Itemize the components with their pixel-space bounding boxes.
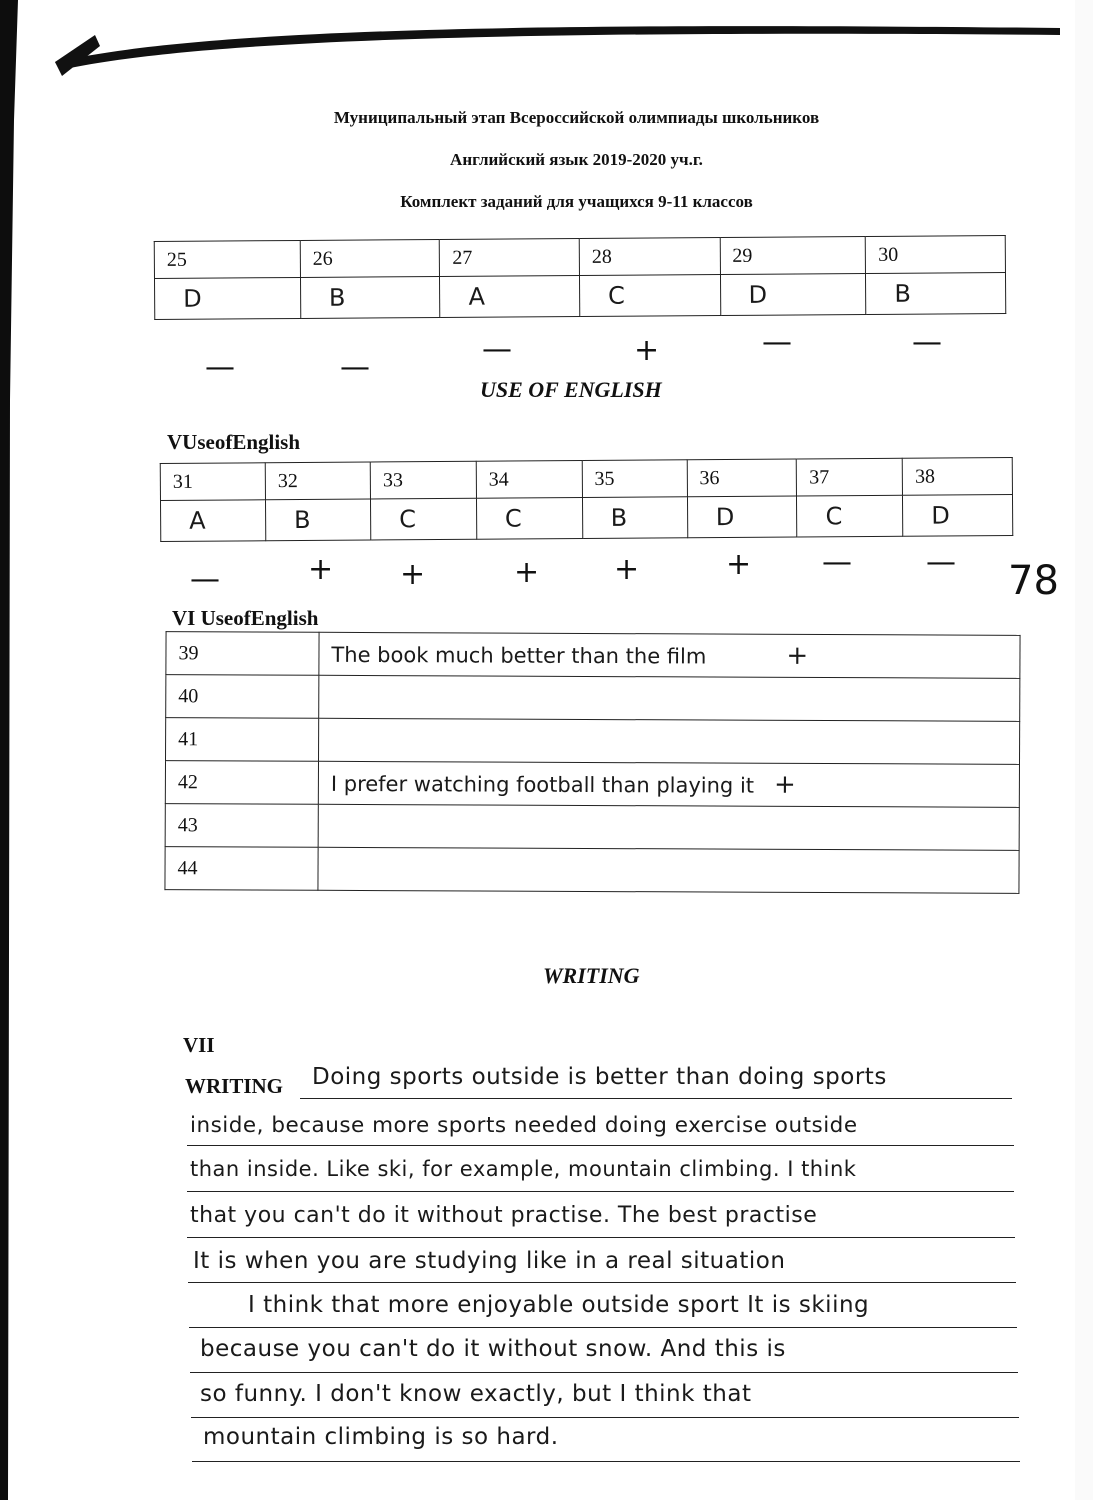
table-row [165, 804, 1019, 851]
writing-line [190, 1372, 1018, 1373]
answer-cell [318, 847, 1019, 893]
question-number: 38 [902, 458, 1012, 496]
writing-line [189, 1327, 1017, 1328]
grading-mark: — [912, 325, 942, 360]
section-label-v: VUseofEnglish [167, 430, 301, 454]
grading-mark: — [926, 545, 956, 580]
answer-cell: A [160, 500, 265, 542]
question-number: 28 [579, 238, 720, 276]
answer-cell [319, 718, 1020, 764]
answer-cell [318, 804, 1019, 850]
grading-mark: — [482, 332, 512, 367]
answer-cell: B [582, 497, 687, 539]
grading-mark: — [205, 350, 235, 385]
answer-cell: B [300, 276, 440, 318]
answer-cell: I prefer watching football than playing it + [318, 761, 1019, 807]
question-number: 43 [165, 804, 318, 848]
answer-cell: B [866, 273, 1006, 315]
essay-line: Doing sports outside is better than doing sports [312, 1064, 887, 1090]
question-number: 41 [166, 718, 319, 762]
grading-mark: + [726, 547, 752, 582]
question-number: 25 [154, 240, 300, 278]
section-title-use-of-english: USE OF ENGLISH [480, 377, 662, 402]
writing-line [191, 1417, 1019, 1418]
writing-line [300, 1098, 1012, 1099]
answer-cell: C [476, 498, 582, 540]
question-number: 34 [476, 461, 582, 499]
question-number: 40 [166, 675, 319, 719]
grading-mark: — [190, 562, 220, 597]
question-number: 33 [370, 461, 476, 499]
question-number: 37 [797, 458, 903, 496]
essay-line: that you can't do it without practise. The best practise [190, 1203, 818, 1228]
question-number: 30 [866, 236, 1006, 274]
section-title-writing: WRITING [543, 963, 640, 988]
table-row [165, 847, 1019, 894]
essay-line: I think that more enjoyable outside sport It is skiing [248, 1292, 870, 1318]
grading-mark: — [762, 325, 792, 360]
writing-line [187, 1237, 1015, 1238]
answer-cell: C [371, 498, 477, 540]
grading-mark: + [773, 769, 796, 800]
question-number: 42 [165, 761, 318, 805]
question-number: 35 [582, 460, 687, 498]
grading-mark: — [822, 545, 852, 580]
writing-line [187, 1145, 1014, 1146]
writing-line [187, 1191, 1014, 1192]
answer-cell: D [687, 496, 797, 538]
question-number: 44 [165, 847, 318, 891]
essay-line: It is when you are studying like in a real situation [193, 1248, 786, 1274]
table-row [166, 632, 1020, 679]
section-label-vii: VII [183, 1033, 215, 1057]
essay-line: than inside. Like ski, for example, mountain climbing. I think [190, 1157, 857, 1181]
transformation-table [164, 631, 1020, 894]
header-grade: Комплект заданий для учащихся 9-11 классов [400, 192, 753, 211]
question-number: 26 [300, 239, 440, 277]
table-row [166, 675, 1020, 722]
answer-cell: B [265, 499, 370, 541]
answer-cell: D [154, 277, 300, 319]
answer-cell: C [579, 275, 720, 317]
grading-mark: + [400, 557, 426, 592]
question-number: 27 [440, 239, 580, 277]
answer-cell: A [440, 276, 580, 318]
answer-table-use-of-english [160, 457, 1014, 542]
answer-cell: The book much better than the film + [319, 632, 1020, 678]
essay-line: so funny. I don't know exactly, but I think that [200, 1381, 752, 1407]
grading-mark: + [614, 552, 640, 587]
essay-line: inside, because more sports needed doing exercise outside [190, 1113, 858, 1138]
question-number: 32 [265, 462, 370, 500]
header-title: Муниципальный этап Всероссийской олимпиады школьников [333, 108, 820, 127]
score-total: 78 [1008, 558, 1059, 604]
table-row [166, 718, 1020, 765]
grading-mark: + [514, 555, 540, 590]
answer-cell [319, 675, 1020, 721]
section-label-vi: VI UseofEnglish [172, 606, 319, 630]
question-number: 31 [160, 463, 265, 501]
section-label-writing: WRITING [185, 1074, 284, 1098]
answer-cell: D [903, 495, 1013, 537]
grading-mark: — [340, 350, 370, 385]
essay-line: because you can't do it without snow. And this is [200, 1336, 786, 1362]
question-number: 36 [687, 459, 797, 497]
answer-table-reading [154, 235, 1007, 320]
answer-cell: C [797, 495, 903, 537]
grading-mark: + [634, 333, 660, 368]
writing-line [192, 1461, 1020, 1462]
grading-mark: + [786, 640, 809, 671]
table-row [165, 761, 1019, 808]
writing-line [188, 1282, 1016, 1283]
question-number: 29 [720, 237, 866, 275]
answer-cell: D [720, 274, 866, 316]
essay-line: mountain climbing is so hard. [203, 1424, 559, 1450]
header-subject: Английский язык 2019-2020 уч.г. [450, 150, 703, 169]
question-number: 39 [166, 632, 319, 676]
grading-mark: + [308, 552, 334, 587]
